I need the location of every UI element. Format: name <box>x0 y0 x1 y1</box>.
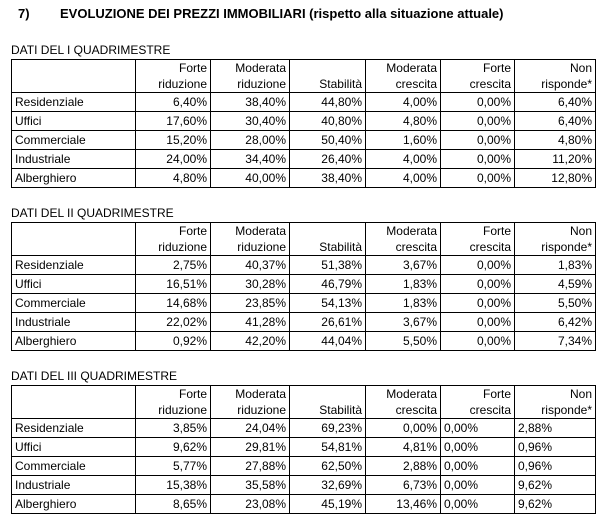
row-label: Commerciale <box>12 294 136 313</box>
value-cell: 23,08% <box>211 495 290 514</box>
value-cell: 62,50% <box>290 457 366 476</box>
column-header: crescita <box>441 402 515 419</box>
column-header: Forte <box>441 60 515 77</box>
value-cell: 40,00% <box>211 169 290 188</box>
value-cell: 3,67% <box>366 256 441 275</box>
value-cell: 4,00% <box>366 169 441 188</box>
column-header: Forte <box>136 223 211 240</box>
value-cell: 6,40% <box>515 93 596 112</box>
table-row <box>12 313 596 332</box>
row-label: Uffici <box>12 275 136 294</box>
value-cell: 14,68% <box>136 294 211 313</box>
column-header: riduzione <box>211 402 290 419</box>
column-header: Moderata <box>211 223 290 240</box>
value-cell: 5,50% <box>515 294 596 313</box>
value-cell: 4,80% <box>515 131 596 150</box>
table-row <box>12 495 596 514</box>
value-cell: 0,00% <box>441 112 515 131</box>
value-cell: 0,00% <box>441 294 515 313</box>
column-header: riduzione <box>211 239 290 256</box>
value-cell: 35,58% <box>211 476 290 495</box>
table-row <box>12 419 596 438</box>
value-cell: 41,28% <box>211 313 290 332</box>
value-cell: 0,00% <box>441 457 515 476</box>
value-cell: 9,62% <box>515 476 596 495</box>
value-cell: 54,13% <box>290 294 366 313</box>
value-cell: 4,59% <box>515 275 596 294</box>
value-cell: 38,40% <box>211 93 290 112</box>
value-cell: 17,60% <box>136 112 211 131</box>
column-header: risponde* <box>515 76 596 93</box>
header-row <box>12 402 596 419</box>
column-header: crescita <box>441 76 515 93</box>
column-header: crescita <box>366 402 441 419</box>
table-row <box>12 332 596 351</box>
header-blank-cell <box>12 386 136 403</box>
column-header: crescita <box>366 239 441 256</box>
value-cell: 7,34% <box>515 332 596 351</box>
page-title <box>18 6 504 24</box>
column-header: Moderata <box>366 386 441 403</box>
value-cell: 11,20% <box>515 150 596 169</box>
column-header: Forte <box>136 60 211 77</box>
value-cell: 2,88% <box>366 457 441 476</box>
value-cell: 24,04% <box>211 419 290 438</box>
value-cell: 1,83% <box>366 275 441 294</box>
value-cell: 5,77% <box>136 457 211 476</box>
column-header: Moderata <box>366 60 441 77</box>
column-header: riduzione <box>136 76 211 93</box>
value-cell: 0,00% <box>441 332 515 351</box>
row-label: Uffici <box>12 438 136 457</box>
value-cell: 12,80% <box>515 169 596 188</box>
value-cell: 13,46% <box>366 495 441 514</box>
value-cell: 0,00% <box>441 131 515 150</box>
value-cell: 4,00% <box>366 93 441 112</box>
value-cell: 4,00% <box>366 150 441 169</box>
value-cell: 0,00% <box>441 313 515 332</box>
table-row <box>12 112 596 131</box>
value-cell: 0,00% <box>441 476 515 495</box>
row-label: Industriale <box>12 313 136 332</box>
value-cell: 9,62% <box>515 495 596 514</box>
column-header: riduzione <box>136 402 211 419</box>
value-cell: 29,81% <box>211 438 290 457</box>
table-row <box>12 150 596 169</box>
table-row <box>12 438 596 457</box>
title-number: 7) <box>18 6 30 21</box>
table-row <box>12 131 596 150</box>
table-row <box>12 275 596 294</box>
value-cell: 0,00% <box>441 438 515 457</box>
value-cell: 51,38% <box>290 256 366 275</box>
value-cell: 34,40% <box>211 150 290 169</box>
column-header: Stabilità <box>290 76 366 93</box>
value-cell: 30,40% <box>211 112 290 131</box>
value-cell: 0,00% <box>441 495 515 514</box>
value-cell: 15,38% <box>136 476 211 495</box>
value-cell: 2,75% <box>136 256 211 275</box>
row-label: Residenziale <box>12 256 136 275</box>
section-label: DATI DEL I QUADRIMESTRE <box>11 43 171 57</box>
value-cell: 1,83% <box>366 294 441 313</box>
header-blank-cell <box>12 223 136 240</box>
header-row <box>12 60 596 77</box>
value-cell: 32,69% <box>290 476 366 495</box>
row-label: Residenziale <box>12 419 136 438</box>
value-cell: 0,96% <box>515 438 596 457</box>
value-cell: 3,67% <box>366 313 441 332</box>
value-cell: 15,20% <box>136 131 211 150</box>
value-cell: 38,40% <box>290 169 366 188</box>
column-header: crescita <box>366 76 441 93</box>
value-cell: 3,85% <box>136 419 211 438</box>
column-header: Moderata <box>211 386 290 403</box>
column-header: risponde* <box>515 239 596 256</box>
header-row <box>12 223 596 240</box>
row-label: Residenziale <box>12 93 136 112</box>
column-header: riduzione <box>136 239 211 256</box>
value-cell: 5,50% <box>366 332 441 351</box>
row-label: Industriale <box>12 150 136 169</box>
header-blank-cell <box>12 239 136 256</box>
column-header: Stabilità <box>290 239 366 256</box>
row-label: Commerciale <box>12 457 136 476</box>
section-label: DATI DEL II QUADRIMESTRE <box>11 206 174 220</box>
data-table <box>11 385 596 514</box>
value-cell: 26,61% <box>290 313 366 332</box>
table-row <box>12 294 596 313</box>
data-table <box>11 59 596 188</box>
value-cell: 1,83% <box>515 256 596 275</box>
value-cell: 4,80% <box>136 169 211 188</box>
value-cell: 0,00% <box>441 150 515 169</box>
value-cell: 28,00% <box>211 131 290 150</box>
value-cell: 0,00% <box>441 256 515 275</box>
value-cell: 4,81% <box>366 438 441 457</box>
row-label: Alberghiero <box>12 332 136 351</box>
header-row <box>12 76 596 93</box>
header-row <box>12 239 596 256</box>
value-cell: 69,23% <box>290 419 366 438</box>
header-blank-cell <box>12 76 136 93</box>
value-cell: 0,00% <box>441 419 515 438</box>
title-text: EVOLUZIONE DEI PREZZI IMMOBILIARI (rispetto alla situazione attuale) <box>60 6 504 21</box>
value-cell: 27,88% <box>211 457 290 476</box>
row-label: Commerciale <box>12 131 136 150</box>
value-cell: 1,60% <box>366 131 441 150</box>
value-cell: 42,20% <box>211 332 290 351</box>
value-cell: 46,79% <box>290 275 366 294</box>
table-row <box>12 169 596 188</box>
section-label: DATI DEL III QUADRIMESTRE <box>11 369 178 383</box>
row-label: Alberghiero <box>12 495 136 514</box>
row-label: Uffici <box>12 112 136 131</box>
value-cell: 40,37% <box>211 256 290 275</box>
value-cell: 0,00% <box>441 93 515 112</box>
header-row <box>12 386 596 403</box>
value-cell: 6,40% <box>515 112 596 131</box>
value-cell: 16,51% <box>136 275 211 294</box>
value-cell: 0,92% <box>136 332 211 351</box>
value-cell: 30,28% <box>211 275 290 294</box>
value-cell: 0,00% <box>441 275 515 294</box>
column-header: Non <box>515 223 596 240</box>
column-header: Moderata <box>366 223 441 240</box>
table-row <box>12 256 596 275</box>
value-cell: 24,00% <box>136 150 211 169</box>
value-cell: 22,02% <box>136 313 211 332</box>
value-cell: 26,40% <box>290 150 366 169</box>
header-blank-cell <box>12 60 136 77</box>
data-table <box>11 222 596 351</box>
value-cell: 6,42% <box>515 313 596 332</box>
value-cell: 0,96% <box>515 457 596 476</box>
value-cell: 40,80% <box>290 112 366 131</box>
column-header <box>290 223 366 240</box>
value-cell: 45,19% <box>290 495 366 514</box>
value-cell: 50,40% <box>290 131 366 150</box>
value-cell: 6,40% <box>136 93 211 112</box>
value-cell: 44,04% <box>290 332 366 351</box>
column-header: Forte <box>136 386 211 403</box>
value-cell: 23,85% <box>211 294 290 313</box>
value-cell: 8,65% <box>136 495 211 514</box>
column-header: Non <box>515 60 596 77</box>
value-cell: 2,88% <box>515 419 596 438</box>
header-blank-cell <box>12 402 136 419</box>
table-row <box>12 457 596 476</box>
value-cell: 9,62% <box>136 438 211 457</box>
table-row <box>12 476 596 495</box>
column-header: Non <box>515 386 596 403</box>
column-header: Stabilità <box>290 402 366 419</box>
column-header <box>290 386 366 403</box>
row-label: Alberghiero <box>12 169 136 188</box>
column-header: Forte <box>441 386 515 403</box>
column-header <box>290 60 366 77</box>
column-header: Moderata <box>211 60 290 77</box>
value-cell: 6,73% <box>366 476 441 495</box>
value-cell: 44,80% <box>290 93 366 112</box>
value-cell: 0,00% <box>441 169 515 188</box>
table-row <box>12 93 596 112</box>
column-header: riduzione <box>211 76 290 93</box>
row-label: Industriale <box>12 476 136 495</box>
column-header: crescita <box>441 239 515 256</box>
column-header: risponde* <box>515 402 596 419</box>
column-header: Forte <box>441 223 515 240</box>
value-cell: 4,80% <box>366 112 441 131</box>
value-cell: 0,00% <box>366 419 441 438</box>
value-cell: 54,81% <box>290 438 366 457</box>
